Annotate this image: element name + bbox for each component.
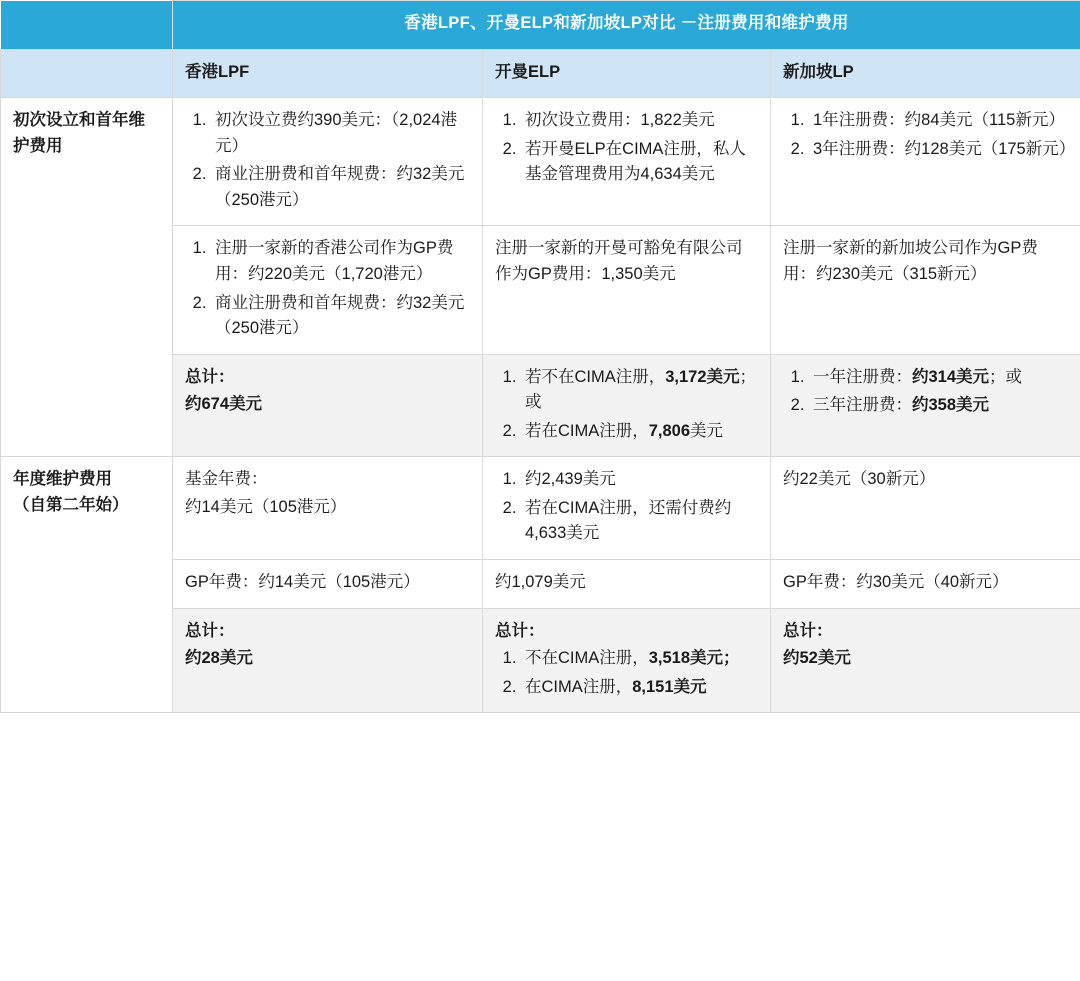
list-item-post: ；或 [525,367,757,412]
cell-text: 注册一家新的开曼可豁免有限公司作为GP费用：1,350美元 [495,239,743,283]
cell-setup2-hk [173,226,483,354]
list-item [521,419,758,445]
list-item-pre: 在CIMA注册， [525,677,633,696]
list-item [521,365,758,416]
cell-text: GP年费：约30美元（40新元） [783,573,1009,591]
cell-setup-total-sg [771,354,1080,457]
list-item: 2. 商业注册费和首年规费：约32美元（250港元） [211,291,470,342]
list-item: 1. 1年注册费：约84美元（115新元） [809,108,1068,134]
row-label-setup: 初次设立和首年维护费用 [1,98,173,457]
cell-text: 约14美元（105港元） [185,497,347,516]
header-cell-sg: 新加坡LP [771,49,1080,98]
cell-text: 约22美元（30新元） [783,470,936,489]
cell-annual2-hk [173,560,483,609]
list-item: 1. 初次设立费用：1,822美元 [521,108,758,134]
list-item-post: 美元 [690,421,724,440]
cell-annual1-ky [483,457,771,560]
total-label: 总计： [495,621,545,640]
list-item-pre: 一年注册费： [813,367,912,386]
table-title-row [1,1,1080,50]
row-label-annual-line1: 年度维护费用 [13,470,112,489]
list-item-post: ；或 [989,367,1023,386]
list-item [809,365,1068,391]
cell-setup2-sg [771,226,1080,354]
cell-setup1-sg [771,98,1080,226]
title-corner-spacer [1,1,173,50]
header-cell-hk: 香港LPF [173,49,483,98]
cell-text: 基金年费： [185,470,268,489]
cell-annual2-sg [771,560,1080,609]
total-label: 总计： [783,621,833,640]
list-item [521,675,758,701]
cell-annual2-ky [483,560,771,609]
total-label: 总计： [185,367,235,386]
list-item: 1. 注册一家新的香港公司作为GP费用：约220美元（1,720港元） [211,236,470,287]
row-label-annual-line2: （自第二年始） [13,495,129,514]
total-label: 总计： [185,621,235,640]
list-item [521,646,758,672]
list-item-bold: 约314美元 [912,367,990,386]
header-cell-empty [1,49,173,98]
cell-setup-total-ky [483,354,771,457]
list-item-pre: 不在CIMA注册， [525,649,649,668]
cell-text: GP年费：约14美元（105港元） [185,573,420,591]
table-title: 香港LPF、开曼ELP和新加坡LP对比 －注册费用和维护费用 [173,1,1080,50]
cell-annual-total-sg [771,608,1080,713]
cell-setup2-ky [483,226,771,354]
total-value: 约28美元 [185,649,253,668]
total-value: 约674美元 [185,395,263,414]
cell-annual-total-ky [483,608,771,713]
cell-annual1-sg [771,457,1080,560]
list-item: 2. 若在CIMA注册，还需付费约4,633美元 [521,496,758,547]
cell-text: 约1,079美元 [495,573,586,591]
list-item: 1. 约2,439美元 [521,467,758,493]
list-item [809,393,1068,419]
table-header-row [1,49,1080,98]
cell-annual1-hk [173,457,483,560]
cell-setup1-hk [173,98,483,226]
table-row [1,98,1080,226]
table-row [1,457,1080,560]
cell-setup-total-hk [173,354,483,457]
list-item-post: ； [723,649,740,668]
list-item: 2. 若开曼ELP在CIMA注册，私人基金管理费用为4,634美元 [521,137,758,188]
list-item-bold: 约358美元 [912,396,990,415]
list-item-pre: 若在CIMA注册， [525,421,649,440]
list-item: 2. 3年注册费：约128美元（175新元） [809,137,1068,163]
list-item-bold: 3,172美元 [665,367,740,386]
row-label-annual [1,457,173,713]
list-item-pre: 三年注册费： [813,396,912,415]
total-value: 约52美元 [783,649,851,668]
list-item-bold: 7,806 [648,421,691,440]
cell-setup1-ky [483,98,771,226]
list-item-pre: 若不在CIMA注册， [525,367,666,386]
list-item-bold: 3,518美元 [648,649,724,668]
list-item: 2. 商业注册费和首年规费：约32美元（250港元） [211,162,470,213]
cell-annual-total-hk [173,608,483,713]
cell-text: 注册一家新的新加坡公司作为GP费用：约230美元（315新元） [783,239,1038,283]
list-item: 1. 初次设立费约390美元：（2,024港元） [211,108,470,159]
list-item-bold: 8,151美元 [632,677,707,696]
header-cell-ky: 开曼ELP [483,49,771,98]
